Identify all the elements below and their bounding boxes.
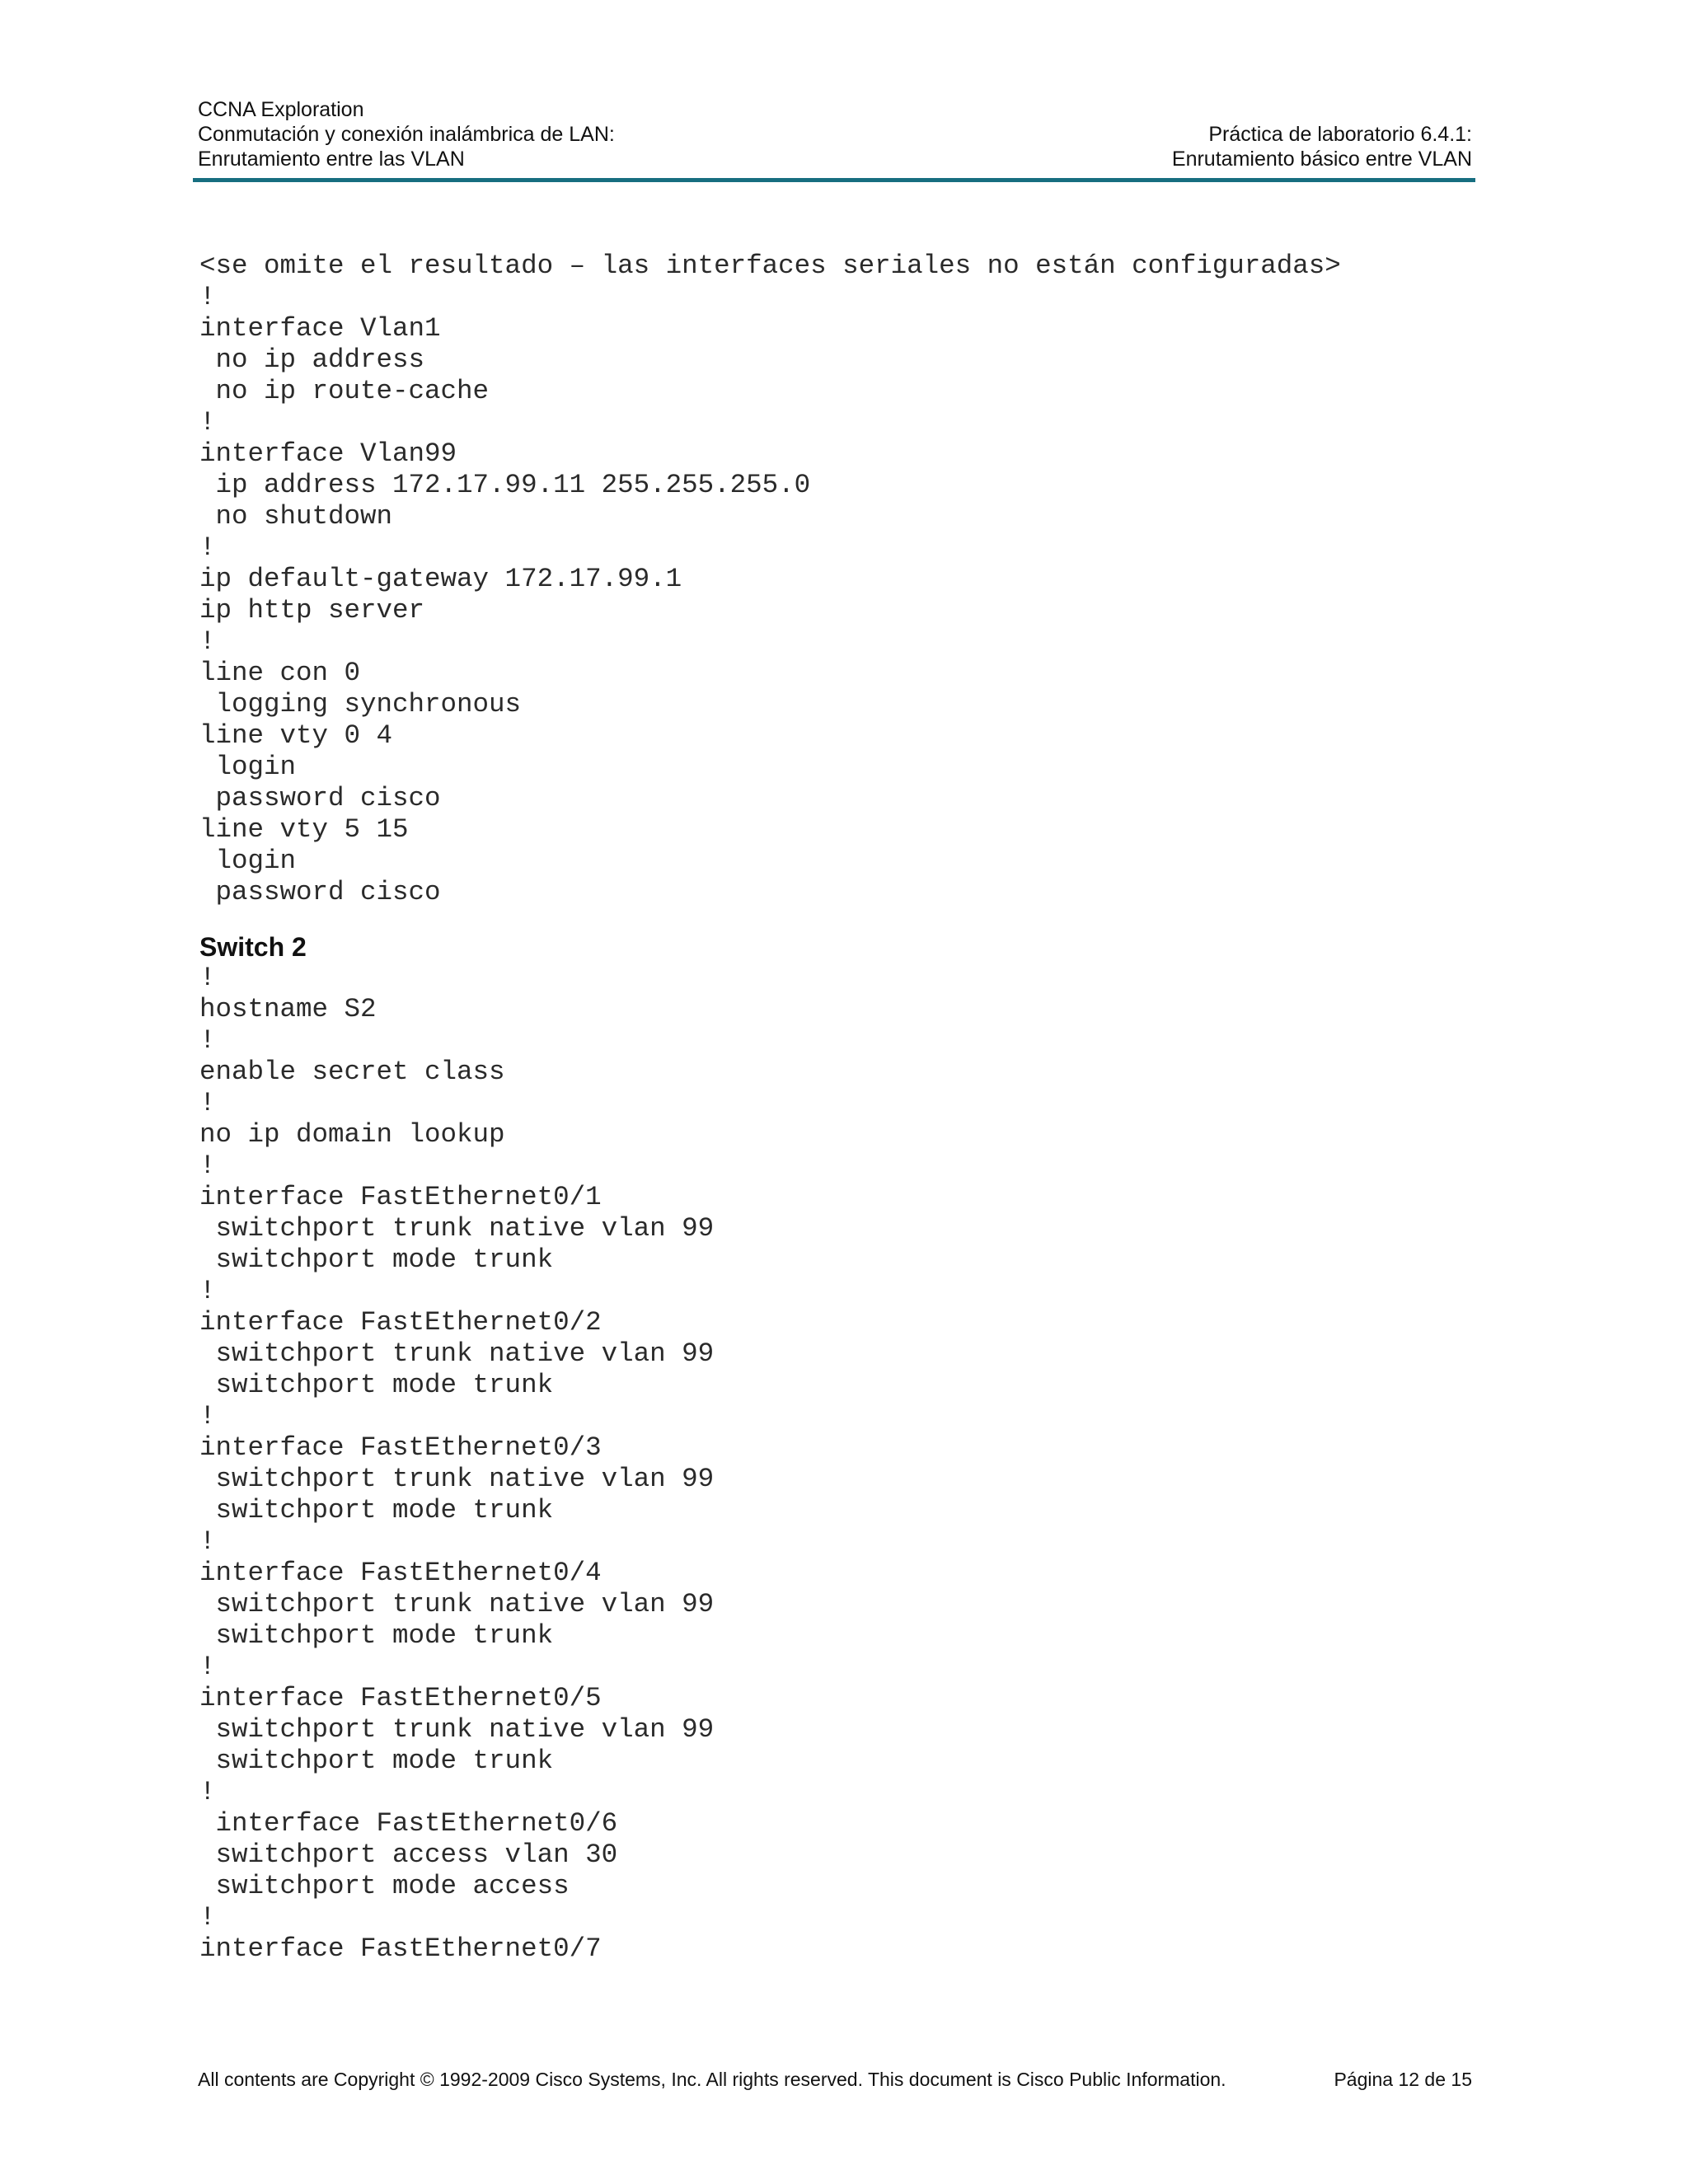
header-lab-info (1172, 122, 1472, 171)
config-listing-switch1: <se omite el resultado – las interfaces seriales no están configuradas> ! interface Vlan1 no ip address no ip route-cache ! interface Vlan99 ip address 172.17.99.11 255.255.255.0 no shutdown ! ip default-gateway 172.17.99.1 ip http server ! line con 0 logging synchronous line vty 0 4 login password cisco line vty 5 15 login password cisco (199, 251, 1341, 907)
chapter-title: Enrutamiento entre las VLAN (198, 148, 465, 171)
page-number: Página 12 de 15 (1334, 2069, 1472, 2090)
document-body (199, 251, 1485, 1965)
page-header (198, 97, 1472, 180)
config-listing-switch2: ! hostname S2 ! enable secret class ! no ip domain lookup ! interface FastEthernet0/1 switchport trunk native vlan 99 switchport mode trunk ! interface FastEthernet0/2 switchport trunk native vlan 99 switchport mode trunk ! interface FastEthernet0/3 switchport trunk native vlan 99 switchport mode trunk ! interface FastEthernet0/4 switchport trunk native vlan 99 switchport mode trunk ! interface FastEthernet0/5 switchport trunk native vlan 99 switchport mode trunk ! interface FastEthernet0/6 switchport access vlan 30 switchport mode access ! interface FastEthernet0/7 (199, 963, 715, 1964)
section-heading-switch2: Switch 2 (199, 932, 307, 962)
lab-title: Enrutamiento básico entre VLAN (1171, 148, 1472, 171)
lab-number: Práctica de laboratorio 6.4.1: (1208, 123, 1472, 146)
course-subtitle: Conmutación y conexión inalámbrica de LAN: (198, 123, 615, 146)
header-course-info (198, 97, 615, 171)
page-footer (198, 2067, 1472, 2095)
header-divider (193, 178, 1475, 182)
copyright-notice: All contents are Copyright © 1992-2009 Cisco Systems, Inc. All rights reserved. This document is Cisco Public Information. (198, 2069, 1226, 2090)
course-title: CCNA Exploration (198, 98, 364, 121)
